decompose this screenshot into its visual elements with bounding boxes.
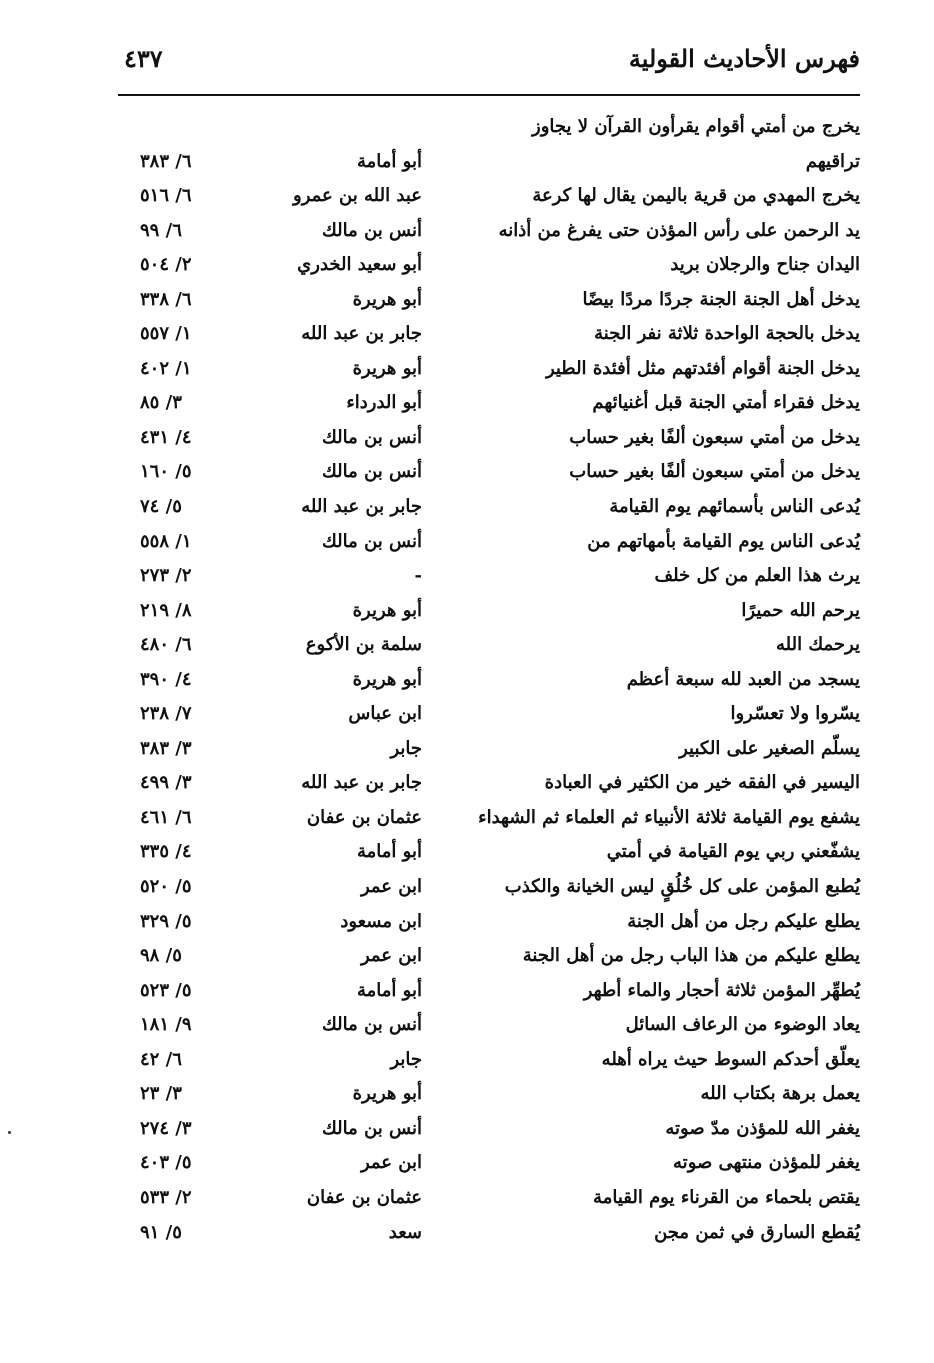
narrator-name: أبو الدرداء bbox=[346, 392, 422, 414]
index-entry bbox=[118, 665, 860, 700]
volume-page-reference: ٦/ ٩٩ bbox=[140, 219, 182, 241]
volume-page-reference: ١/ ٥٥٨ bbox=[140, 530, 192, 552]
volume-page-reference: ٣/ ٣٨٣ bbox=[140, 737, 192, 759]
hadith-text: يسجد من العبد لله سبعة أعظم bbox=[626, 668, 860, 690]
narrator-name: جابر bbox=[390, 1048, 422, 1070]
index-entry bbox=[118, 492, 860, 527]
volume-page-reference: ٤/ ٣٩٠ bbox=[140, 668, 192, 690]
hadith-text: يدخل من أمتي سبعون ألفًا بغير حساب bbox=[569, 426, 860, 448]
narrator-name: ابن عمر bbox=[360, 945, 422, 967]
index-entry bbox=[118, 181, 860, 216]
narrator-name: أنس بن مالك bbox=[322, 461, 422, 483]
hadith-text: يُدعى الناس بأسمائهم يوم القيامة bbox=[609, 496, 860, 518]
hadith-text: يقتص بلحماء من القرناء يوم القيامة bbox=[593, 1186, 860, 1208]
hadith-text: يدخل الجنة أقوام أفئدتهم مثل أفئدة الطير bbox=[545, 357, 860, 379]
index-entry bbox=[118, 699, 860, 734]
index-entry bbox=[118, 319, 860, 354]
hadith-text: يدخل بالحجة الواحدة ثلاثة نفر الجنة bbox=[594, 323, 860, 345]
hadith-text: يرث هذا العلم من كل خلف bbox=[654, 565, 860, 587]
volume-page-reference: ٥/ ٥٢٠ bbox=[140, 876, 192, 898]
index-entry bbox=[118, 1218, 860, 1253]
volume-page-reference: ٥/ ٤٠٣ bbox=[140, 1152, 192, 1174]
narrator-name: أبو سعيد الخدري bbox=[297, 254, 422, 276]
hadith-text: يطلع عليكم رجل من أهل الجنة bbox=[627, 910, 860, 932]
index-entry bbox=[118, 216, 860, 251]
narrator-name: جابر bbox=[390, 737, 422, 759]
index-entry bbox=[118, 907, 860, 942]
hadith-text: يشفع يوم القيامة ثلاثة الأنبياء ثم العلماء ثم الشهداء bbox=[478, 806, 860, 828]
narrator-name: جابر بن عبد الله bbox=[301, 496, 422, 518]
volume-page-reference: ٣/ ٢٣ bbox=[140, 1083, 182, 1105]
volume-page-reference: ٩/ ١٨١ bbox=[140, 1014, 192, 1036]
narrator-name: ابن عباس bbox=[348, 703, 422, 725]
index-entry bbox=[118, 1114, 860, 1149]
volume-page-reference: ١/ ٤٠٢ bbox=[140, 357, 192, 379]
hadith-text: يُطهِّر المؤمن ثلاثة أحجار والماء أطهر bbox=[583, 979, 860, 1001]
hadith-text: يعاد الوضوء من الرعاف السائل bbox=[625, 1014, 860, 1036]
index-entry bbox=[118, 423, 860, 458]
narrator-name: أبو أمامة bbox=[357, 841, 422, 863]
margin-mark bbox=[8, 1131, 11, 1134]
narrator-name: سلمة بن الأكوع bbox=[305, 634, 422, 656]
volume-page-reference: ٢/ ٥٠٤ bbox=[140, 254, 192, 276]
hadith-text: يرحم الله حميرًا bbox=[741, 599, 860, 621]
index-entry bbox=[118, 1045, 860, 1080]
hadith-text: يغفر الله للمؤذن مدّ صوته bbox=[665, 1117, 860, 1139]
volume-page-reference: ٥/ ٣٢٩ bbox=[140, 910, 192, 932]
volume-page-reference: ٥/ ٧٤ bbox=[140, 496, 182, 518]
volume-page-reference: ٤/ ٤٣١ bbox=[140, 426, 192, 448]
narrator-name: سعد bbox=[388, 1221, 422, 1243]
volume-page-reference: ٦/ ٤٦١ bbox=[140, 806, 192, 828]
narrator-name: أبو أمامة bbox=[357, 150, 422, 172]
hadith-text: يغفر للمؤذن منتهى صوته bbox=[673, 1152, 860, 1174]
narrator-name: أبو هريرة bbox=[352, 357, 422, 379]
index-entry bbox=[118, 112, 860, 147]
hadith-text: اليدان جناح والرجلان بريد bbox=[670, 254, 860, 276]
hadith-text: يخرج من أمتي أقوام يقرأون القرآن لا يجاوز bbox=[532, 116, 860, 137]
hadith-text: يرحمك الله bbox=[775, 634, 860, 656]
narrator-name: جابر بن عبد الله bbox=[301, 323, 422, 345]
hadith-text: يد الرحمن على رأس المؤذن حتى يفرغ من أذانه bbox=[498, 219, 860, 241]
index-entry bbox=[118, 1079, 860, 1114]
volume-page-reference: ١/ ٥٥٧ bbox=[140, 323, 192, 345]
volume-page-reference: ٥/ ٥٢٣ bbox=[140, 979, 192, 1001]
hadith-text: يدخل أهل الجنة الجنة جردًا مردًا بيضًا bbox=[582, 288, 860, 310]
index-entry bbox=[118, 630, 860, 665]
hadith-text: يُقطع السارق في ثمن مجن bbox=[654, 1221, 860, 1243]
narrator-name: أبو هريرة bbox=[352, 599, 422, 621]
hadith-text: يعلّق أحدكم السوط حيث يراه أهله bbox=[601, 1048, 860, 1070]
hadith-text: يعمل برهة بكتاب الله bbox=[700, 1083, 860, 1105]
narrator-name: أنس بن مالك bbox=[322, 530, 422, 552]
volume-page-reference: ٦/ ٣٨٣ bbox=[140, 150, 192, 172]
index-entry bbox=[118, 1183, 860, 1218]
volume-page-reference: ٢/ ٢٧٣ bbox=[140, 565, 192, 587]
index-entry bbox=[118, 872, 860, 907]
volume-page-reference: ٥/ ٩٨ bbox=[140, 945, 182, 967]
volume-page-reference: ٣/ ٢٧٤ bbox=[140, 1117, 192, 1139]
narrator-name: ابن عمر bbox=[360, 876, 422, 898]
index-entry bbox=[118, 941, 860, 976]
narrator-name: أبو هريرة bbox=[352, 668, 422, 690]
narrator-name: عبد الله بن عمرو bbox=[293, 185, 422, 207]
narrator-name: أبو هريرة bbox=[352, 1083, 422, 1105]
index-entry bbox=[118, 837, 860, 872]
narrator-name: ابن مسعود bbox=[340, 910, 422, 932]
narrator-name: أبو أمامة bbox=[357, 979, 422, 1001]
volume-page-reference: ٦/ ٣٣٨ bbox=[140, 288, 192, 310]
hadith-text: يسّروا ولا تعسّروا bbox=[730, 703, 860, 725]
page-number: ٤٣٧ bbox=[124, 44, 163, 73]
hadith-text: اليسير في الفقه خير من الكثير في العبادة bbox=[544, 772, 860, 794]
narrator-name: أنس بن مالك bbox=[322, 1014, 422, 1036]
volume-page-reference: ٣/ ٨٥ bbox=[140, 392, 182, 414]
index-entry bbox=[118, 388, 860, 423]
narrator-name: أنس بن مالك bbox=[322, 219, 422, 241]
volume-page-reference: ٧/ ٢٣٨ bbox=[140, 703, 192, 725]
index-entry bbox=[118, 976, 860, 1011]
hadith-index-list bbox=[118, 112, 860, 1252]
narrator-name: ابن عمر bbox=[360, 1152, 422, 1174]
hadith-text: يشفّعني ربي يوم القيامة في أمتي bbox=[606, 841, 860, 863]
narrator-name: جابر بن عبد الله bbox=[301, 772, 422, 794]
index-entry bbox=[118, 734, 860, 769]
index-entry bbox=[118, 285, 860, 320]
narrator-name: عثمان بن عفان bbox=[306, 1186, 422, 1208]
volume-page-reference: ٨/ ٢١٩ bbox=[140, 599, 192, 621]
volume-page-reference: ٥/ ١٦٠ bbox=[140, 461, 192, 483]
index-entry bbox=[118, 527, 860, 562]
index-entry bbox=[118, 457, 860, 492]
hadith-text: يدخل من أمتي سبعون ألفًا بغير حساب bbox=[569, 461, 860, 483]
narrator-name: أنس بن مالك bbox=[322, 426, 422, 448]
hadith-text: تراقيهم bbox=[805, 150, 860, 172]
hadith-text: يخرج المهدي من قرية باليمن يقال لها كرعة bbox=[532, 185, 860, 207]
index-entry bbox=[118, 1148, 860, 1183]
volume-page-reference: ٦/ ٥١٦ bbox=[140, 185, 192, 207]
hadith-text: يدخل فقراء أمتي الجنة قبل أغنيائهم bbox=[592, 392, 860, 414]
narrator-name: عثمان بن عفان bbox=[306, 806, 422, 828]
volume-page-reference: ٢/ ٥٣٣ bbox=[140, 1186, 192, 1208]
index-entry bbox=[118, 596, 860, 631]
narrator-name: أنس بن مالك bbox=[322, 1117, 422, 1139]
index-entry bbox=[118, 250, 860, 285]
hadith-text: يطلع عليكم من هذا الباب رجل من أهل الجنة bbox=[522, 945, 860, 967]
volume-page-reference: ٤/ ٣٣٥ bbox=[140, 841, 192, 863]
hadith-text: يُطبع المؤمن على كل خُلُقٍ ليس الخيانة والكذب bbox=[504, 876, 860, 898]
volume-page-reference: ٦/ ٤٨٠ bbox=[140, 634, 192, 656]
index-entry bbox=[118, 803, 860, 838]
header-divider bbox=[118, 94, 860, 96]
volume-page-reference: ٣/ ٤٩٩ bbox=[140, 772, 192, 794]
hadith-text: يسلّم الصغير على الكبير bbox=[679, 737, 860, 759]
index-entry bbox=[118, 561, 860, 596]
page-title: فهرس الأحاديث القولية bbox=[628, 44, 860, 73]
index-entry bbox=[118, 147, 860, 182]
narrator-name: - bbox=[414, 565, 422, 587]
narrator-name: أبو هريرة bbox=[352, 288, 422, 310]
volume-page-reference: ٥/ ٩١ bbox=[140, 1221, 182, 1243]
index-entry bbox=[118, 768, 860, 803]
page-header bbox=[118, 40, 860, 94]
index-entry bbox=[118, 354, 860, 389]
volume-page-reference: ٦/ ٤٢ bbox=[140, 1048, 182, 1070]
hadith-text: يُدعى الناس يوم القيامة بأمهاتهم من bbox=[587, 530, 860, 552]
index-entry bbox=[118, 1010, 860, 1045]
